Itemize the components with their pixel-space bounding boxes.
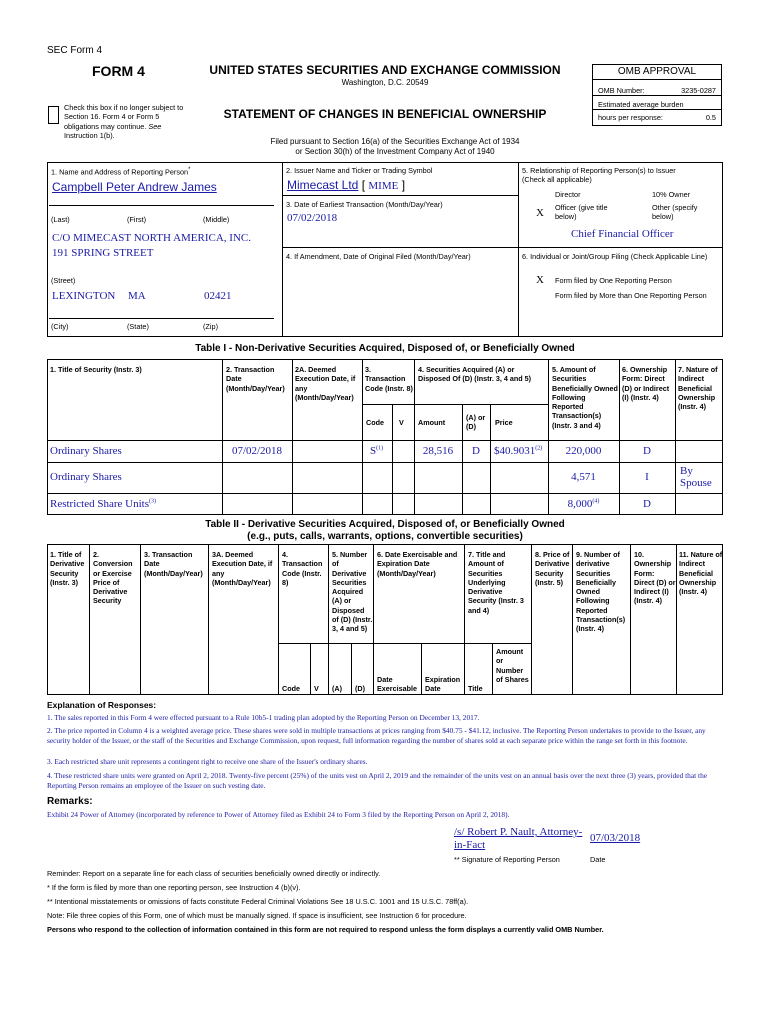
ten-percent-owner-option: 10% Owner [652, 190, 691, 199]
multi-person-option: Form filed by More than One Reporting Person [555, 291, 707, 300]
footnote-1: 1. The sales reported in this Form 4 were effected pursuant to a Rule 10b5-1 trading plan adopted by the Reporting Person on December 13, 2017. [47, 713, 480, 722]
street-label: (Street) [51, 276, 76, 285]
t1-row1-amount: 28,516 [422, 445, 454, 457]
t2-h-code: 4. Transaction Code (Instr. 8) [282, 550, 323, 587]
t2-h-ownership-form: 10. Ownership Form: Direct (D) or Indirect (I) (Instr. 4) [634, 550, 676, 606]
t1-row2-form: I [645, 471, 649, 483]
omb-hours-label: hours per response: [598, 113, 663, 122]
t2-h-title: 1. Title of Derivative Security (Instr. 3) [50, 550, 85, 587]
issuer-line: Mimecast Ltd [ MIME ] [287, 178, 406, 192]
t2-h-deemed: 3A. Deemed Execution Date, if any (Month/Day/Year) [212, 550, 273, 587]
t1-h-amount-sub: Amount [418, 418, 446, 427]
t1-row2-nature: By Spouse [680, 465, 712, 489]
form-number: FORM 4 [92, 63, 145, 79]
state-label: (State) [127, 322, 149, 331]
one-person-option: Form filed by One Reporting Person [555, 276, 672, 285]
t2-h-date-ex-sub: Date Exercisable [377, 675, 417, 694]
other-option: Other (specify below) [652, 203, 698, 222]
t2-h-a-sub: (A) [332, 684, 342, 693]
filed-pursuant: Filed pursuant to Section 16(a) of the Securities Exchange Act of 1934 or Section 30(h) of the Investment Company Act of 1940 [270, 137, 520, 156]
middle-label: (Middle) [203, 215, 230, 224]
t1-row2-title: Ordinary Shares [50, 471, 122, 483]
t2-h-code-sub: Code [282, 684, 300, 693]
address-line1: C/O MIMECAST NORTH AMERICA, INC. [52, 232, 251, 244]
omb-number-label: OMB Number: [598, 86, 645, 95]
statement-title: STATEMENT OF CHANGES IN BENEFICIAL OWNERSHIP [223, 107, 547, 121]
t2-h-number: 5. Number of Derivative Securities Acquired (A) or Disposed of (D) (Instr. 3, 4 and 5) [332, 550, 373, 634]
t1-h-nature: 7. Nature of Indirect Beneficial Ownership (Instr. 4) [678, 365, 718, 412]
no-longer-subject-checkbox[interactable] [48, 106, 59, 124]
t1-h-ownership-form: 6. Ownership Form: Direct (D) or Indirect (I) (Instr. 4) [622, 365, 670, 402]
t2-h-d-sub: (D) [355, 684, 365, 693]
star-note-2: ** Intentional misstatements or omissions of facts constitute Federal Criminal Violations See 18 U.S.C. 1001 and 15 U.S.C. 78ff(a). [47, 897, 469, 906]
zip-value: 02421 [204, 290, 232, 302]
omb-number-value: 3235-0287 [681, 86, 716, 95]
address-line2: 191 SPRING STREET [52, 247, 154, 259]
table1-title: Table I - Non-Derivative Securities Acquired, Disposed of, or Beneficially Owned [195, 343, 575, 354]
t1-row3-title: Restricted Share Units$^{(3)}$ [50, 498, 156, 510]
omb-hours-value: 0.5 [705, 113, 716, 122]
box5-label: 5. Relationship of Reporting Person(s) to Issuer (Check all applicable) [522, 166, 676, 185]
director-option: Director [555, 190, 581, 199]
officer-option: Officer (give title below) [555, 203, 608, 222]
agency-title: UNITED STATES SECURITIES AND EXCHANGE COMMISSION [209, 63, 561, 77]
t2-h-title-sub: Title [468, 684, 483, 693]
t1-h-deemed: 2A. Deemed Execution Date, if any (Month/Day/Year) [295, 365, 356, 402]
t2-h-exercisable: 6. Date Exercisable and Expiration Date (Month/Day/Year) [377, 550, 458, 578]
t1-h-owned: 5. Amount of Securities Beneficially Owned Following Reported Transaction(s) (Instr. 3 and 4) [552, 365, 618, 430]
first-label: (First) [127, 215, 147, 224]
earliest-transaction-date: 07/02/2018 [287, 212, 338, 224]
omb-burden-label: Estimated average burden [598, 100, 684, 109]
t1-h-code-sub: Code [366, 418, 384, 427]
t2-h-v-sub: V [314, 684, 319, 693]
t1-row1-ad: D [472, 445, 480, 457]
t1-row1-owned: 220,000 [565, 445, 602, 457]
state-value: MA [128, 290, 146, 302]
explanation-heading: Explanation of Responses: [47, 700, 157, 710]
t2-h-conversion: 2. Conversion or Exercise Price of Derivative Security [93, 550, 133, 606]
box3-label: 3. Date of Earliest Transaction (Month/Day/Year) [286, 200, 443, 209]
omb-title: OMB APPROVAL [593, 65, 721, 80]
t2-h-amount-sub: Amount or Number of Shares [496, 647, 529, 684]
t1-h-securities: 4. Securities Acquired (A) or Disposed Of (D) (Instr. 3, 4 and 5) [418, 365, 532, 384]
t2-h-date: 3. Transaction Date (Month/Day/Year) [144, 550, 203, 578]
officer-check-mark: X [536, 207, 544, 219]
footnote-4: 4. These restricted share units were granted on April 2, 2018. Twenty-five percent (25%) of the units vest on April 2, 2019 and the remainder of the units vest on an annual basis over the next three (3) years, provided that the Reporting Person remains an employee of the Issuer on such vesting date. [47, 771, 708, 790]
remarks-text: Exhibit 24 Power of Attorney (incorporated by reference to Power of Attorney filed as Exhibit 24 to Form 3 filed by the Reporting Person on April 2, 2018). [47, 810, 510, 819]
box4-label: 4. If Amendment, Date of Original Filed (Month/Day/Year) [286, 252, 471, 261]
t1-row1-title: Ordinary Shares [50, 445, 122, 457]
t1-h-code: 3. Transaction Code (Instr. 8) [365, 365, 413, 393]
t2-h-nature: 11. Nature of Indirect Beneficial Ownership (Instr. 4) [679, 550, 723, 597]
table2-title: Table II - Derivative Securities Acquired, Disposed of, or Beneficially Owned (e.g., puts, calls, warrants, options, convertible securities) [205, 519, 565, 542]
t2-h-price: 8. Price of Derivative Security (Instr. 5) [535, 550, 570, 587]
file-copies-note: Note: File three copies of this Form, one of which must be manually signed. If space is insufficient, see Instruction 6 for procedure. [47, 911, 467, 920]
t1-row1-price: $40.9031$^{(2)}$ [494, 445, 543, 457]
t1-row3-owned: 8,000$^{(4)}$ [567, 498, 600, 510]
reporting-person-name[interactable]: Campbell Peter Andrew James [52, 180, 217, 194]
footnote-2: 2. The price reported in Column 4 is a weighted average price. These shares were sold in multiple transactions at prices ranging from $40.75 - $41.12, inclusive. The Reporting Person undertakes to provide to the Issuer, any security holder of the Issuer, or the staff of the Securities and Exchange Commission, upon request, full information regarding the number of shares sold at each separate price within the range set forth in this footnote. [47, 726, 706, 745]
signature-label: ** Signature of Reporting Person [454, 855, 560, 864]
agency-location: Washington, D.C. 20549 [341, 78, 429, 87]
t2-h-underlying: 7. Title and Amount of Securities Underlying Derivative Security (Instr. 3 and 4) [468, 550, 524, 615]
box6-label: 6. Individual or Joint/Group Filing (Check Applicable Line) [522, 252, 708, 261]
footnote-3: 3. Each restricted share unit represents a contingent right to receive one share of the Issuer's ordinary shares. [47, 757, 368, 766]
one-person-check-mark: X [536, 274, 544, 286]
last-label: (Last) [51, 215, 70, 224]
reminder-text: Reminder: Report on a separate line for each class of securities beneficially owned directly or indirectly. [47, 869, 381, 878]
signature-date: 07/03/2018 [590, 832, 641, 844]
box1-label: 1. Name and Address of Reporting Person* [51, 167, 191, 177]
t1-h-v-sub: V [399, 418, 404, 427]
signature: /s/ Robert P. Nault, Attorney- in-Fact [454, 826, 583, 851]
t1-row1-code: $S^{(1)}$ [370, 445, 384, 457]
t1-h-date: 2. Transaction Date (Month/Day/Year) [226, 365, 285, 393]
sec-form-label: SEC Form 4 [47, 45, 103, 56]
star-note-1: * If the form is filed by more than one reporting person, see Instruction 4 (b)(v). [47, 883, 301, 892]
t1-h-aord-sub: (A) or (D) [466, 413, 486, 432]
ticker-symbol: MIME [368, 180, 399, 192]
t2-h-exp-sub: Expiration Date [425, 675, 461, 694]
t1-row2-owned: 4,571 [571, 471, 596, 483]
checkbox-note: Check this box if no longer subject to Section 16. Form 4 or Form 5 obligations may continue. See Instruction 1(b). [64, 103, 184, 141]
t1-h-price-sub: Price [495, 418, 513, 427]
zip-label: (Zip) [203, 322, 218, 331]
t1-h-title: 1. Title of Security (Instr. 3) [50, 365, 142, 374]
city-label: (City) [51, 322, 69, 331]
t1-row3-form: D [643, 498, 651, 510]
t2-h-derivatives-owned: 9. Number of derivative Securities Beneficially Owned Following Reported Transaction(s) (Instr. 4) [576, 550, 626, 634]
issuer-name[interactable]: Mimecast Ltd [287, 178, 359, 192]
omb-approval-box [592, 64, 722, 126]
officer-title: Chief Financial Officer [571, 228, 674, 240]
city-value: LEXINGTON [52, 290, 116, 302]
box2-label: 2. Issuer Name and Ticker or Trading Symbol [286, 166, 433, 175]
t1-row1-date: 07/02/2018 [231, 445, 283, 457]
date-label: Date [590, 855, 606, 864]
omb-notice: Persons who respond to the collection of information contained in this form are not required to respond unless the form displays a currently valid OMB Number. [47, 925, 604, 934]
t1-row1-form: D [643, 445, 651, 457]
remarks-heading: Remarks: [47, 796, 93, 807]
